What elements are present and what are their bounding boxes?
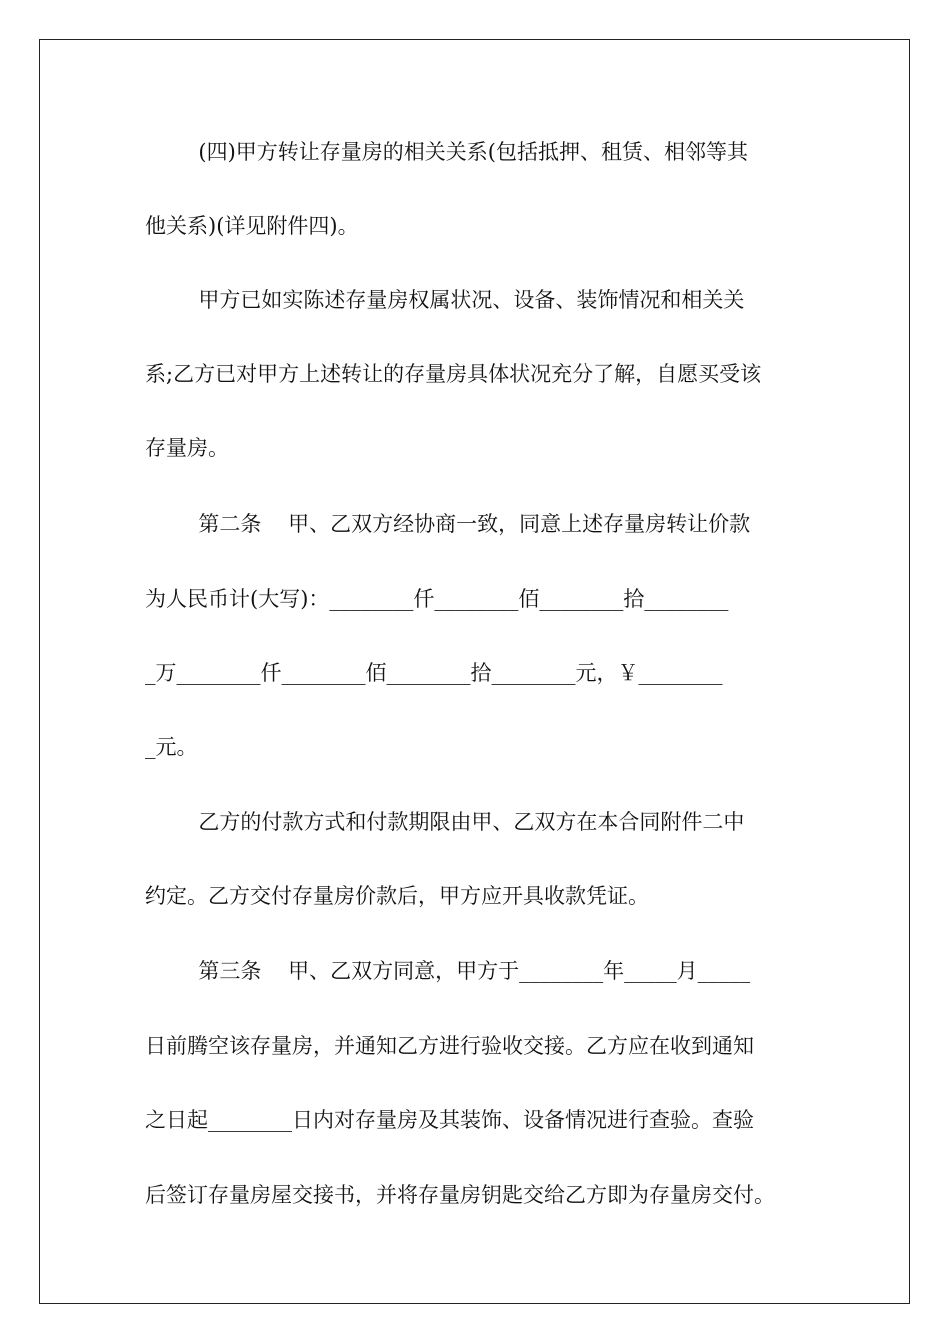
text-line: 他关系)(详见附件四)。 <box>145 214 359 238</box>
text-line: 约定。乙方交付存量房价款后，甲方应开具收款凭证。 <box>145 884 649 908</box>
text-line: 第二条 甲、乙双方经协商一致，同意上述存量房转让价款 <box>145 512 751 536</box>
text-line: 系;乙方已对甲方上述转让的存量房具体状况充分了解，自愿买受该 <box>145 362 762 386</box>
text-line: 日前腾空该存量房，并通知乙方进行验收交接。乙方应在收到通知 <box>145 1034 754 1058</box>
text-line: _元。 <box>145 735 198 759</box>
text-line: 之日起________日内对存量房及其装饰、设备情况进行查验。查验 <box>145 1108 754 1132</box>
text-line: _万________仟________佰________拾________元，￥________ <box>145 661 723 685</box>
text-line: 甲方已如实陈述存量房权属状况、设备、装饰情况和相关关 <box>145 288 745 312</box>
text-line: 第三条 甲、乙双方同意，甲方于________年_____月_____ <box>145 959 751 983</box>
text-line: 后签订存量房屋交接书，并将存量房钥匙交给乙方即为存量房交付。 <box>145 1183 775 1207</box>
text-line: 为人民币计(大写)：________仟________佰________拾________ <box>145 587 729 611</box>
text-line: 存量房。 <box>145 436 229 460</box>
text-line: 乙方的付款方式和付款期限由甲、乙双方在本合同附件二中 <box>145 810 745 834</box>
text-line: (四)甲方转让存量房的相关关系(包括抵押、租赁、相邻等其 <box>145 140 748 164</box>
